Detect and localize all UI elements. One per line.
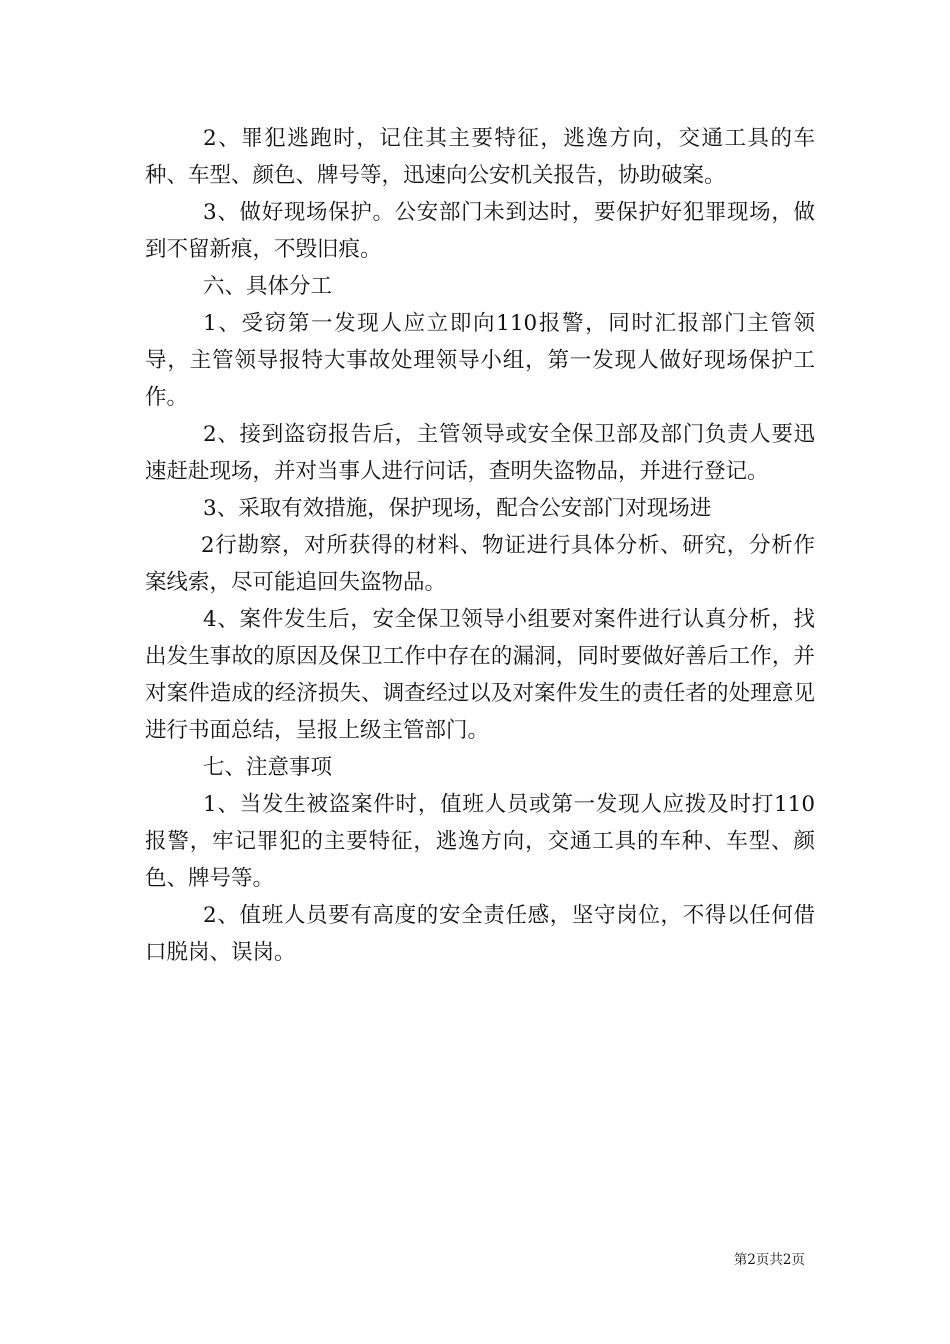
paragraph-scene-protection: 3、做好现场保护。公安部门未到达时，要保护好犯罪现场，做到不留新痕，不毁旧痕。 [145, 200, 815, 262]
paragraph-investigation: 2行勘察，对所获得的材料、物证进行具体分析、研究，分析作案线索，尽可能追回失盗物品。 [145, 533, 815, 595]
paragraph-duty-alarm: 1、当发生被盗案件时，值班人员或第一发现人应拨及时打110报警，牢记罪犯的主要特征，逃逸方向，交通工具的车种、车型、颜色、牌号等。 [145, 792, 815, 891]
paragraph-first-discoverer: 1、受窃第一发现人应立即向110报警，同时汇报部门主管领导，主管领导报特大事故处理领导小组，第一发现人做好现场保护工作。 [145, 311, 815, 410]
document-body [145, 120, 815, 971]
section-heading-precautions: 七、注意事项 [203, 755, 333, 780]
paragraph-escape-report: 2、罪犯逃跑时，记住其主要特征，逃逸方向，交通工具的车种、车型、颜色、牌号等，迅速向公安机关报告，协助破案。 [145, 126, 815, 188]
paragraph-effective-measures: 3、采取有效措施，保护现场，配合公安部门对现场进 [203, 496, 712, 521]
paragraph-case-analysis: 4、案件发生后，安全保卫领导小组要对案件进行认真分析，找出发生事故的原因及保卫工作中存在的漏洞，同时要做好善后工作，并对案件造成的经济损失、调查经过以及对案件发生的责任者的处理意见进行书面总结，呈报上级主管部门。 [145, 607, 815, 743]
paragraph-theft-report: 2、接到盗窃报告后，主管领导或安全保卫部及部门负责人要迅速赶赴现场，并对当事人进行问话，查明失盗物品，并进行登记。 [145, 422, 815, 484]
page-number-footer: 第2页共2页 [733, 1252, 805, 1268]
section-heading-division-of-work: 六、具体分工 [203, 274, 333, 299]
paragraph-duty-responsibility: 2、值班人员要有高度的安全责任感，坚守岗位，不得以任何借口脱岗、误岗。 [145, 903, 815, 965]
